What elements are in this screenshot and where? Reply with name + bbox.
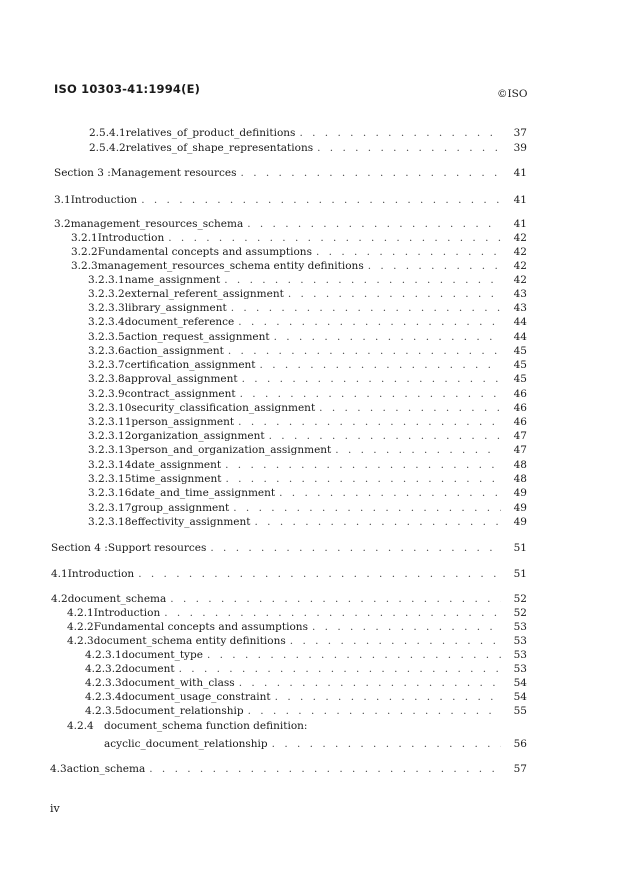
toc-page: 54 (513, 677, 527, 689)
toc-entry-4-2-4-heading[interactable] (67, 719, 307, 733)
toc-page: 49 (513, 516, 527, 528)
toc-number: 4.2.4 (67, 720, 94, 732)
toc-title: relatives_of_shape_representations (125, 142, 314, 154)
page-number: iv (50, 802, 60, 815)
toc-leader (312, 620, 501, 634)
toc-page: 44 (513, 316, 527, 328)
toc-page: 47 (513, 430, 527, 442)
toc-page: 45 (513, 373, 527, 385)
toc-entry-3-2-3-14[interactable] (88, 458, 527, 472)
toc-number: 3.2.3.3 (88, 302, 125, 314)
toc-number: 4.2.3.5 (85, 705, 122, 717)
toc-entry-4-1[interactable] (51, 567, 527, 581)
toc-title: person_assignment (131, 416, 235, 428)
toc-entry-4-2-3-3[interactable] (85, 676, 527, 690)
toc-title: contract_assignment (124, 388, 236, 400)
toc-leader (260, 358, 501, 372)
toc-leader (225, 472, 501, 486)
toc-number: 3.2.2 (71, 246, 98, 258)
toc-number: 2.5.4.2 (89, 142, 126, 154)
toc-number: 3.2.3.10 (88, 402, 132, 414)
toc-title: action_request_assignment (124, 331, 270, 343)
toc-page: 52 (513, 607, 527, 619)
toc-title: document_schema entity definitions (93, 635, 286, 647)
toc-page: 53 (513, 649, 527, 661)
toc-title: external_referent_assignment (124, 288, 284, 300)
toc-leader (275, 690, 501, 704)
toc-page: 47 (513, 444, 527, 456)
toc-leader (239, 676, 501, 690)
toc-leader (179, 662, 501, 676)
toc-number: 3.2.3.7 (88, 359, 125, 371)
toc-entry-3-2-3-3[interactable] (88, 301, 527, 315)
toc-number: 4.2.1 (67, 607, 94, 619)
toc-number: Section 4 : (51, 542, 108, 554)
toc-leader (233, 501, 501, 515)
toc-leader (242, 372, 501, 386)
toc-leader (238, 315, 501, 329)
toc-number: 4.2.3 (67, 635, 94, 647)
toc-leader (168, 231, 501, 245)
toc-entry-3-2-3-1[interactable] (88, 273, 527, 287)
toc-title: security_classification_assignment (131, 402, 316, 414)
toc-entry-4-3[interactable] (50, 762, 527, 776)
toc-entry-4-2-2[interactable] (67, 620, 527, 634)
toc-title: relatives_of_product_definitions (125, 127, 296, 139)
copyright-mark: ©ISO (497, 88, 528, 100)
toc-title: group_assignment (131, 502, 230, 514)
toc-entry-3-2-3-17[interactable] (88, 501, 527, 515)
toc-leader (231, 301, 501, 315)
toc-number: 3.2 (54, 218, 71, 230)
toc-leader (141, 193, 501, 207)
toc-leader (241, 166, 501, 180)
toc-page: 42 (513, 232, 527, 244)
toc-entry-2-5-4-1[interactable] (89, 126, 527, 140)
toc-entry-2-5-4-2[interactable] (89, 141, 527, 155)
toc-number: 4.2.3.1 (85, 649, 122, 661)
toc-title: certification_assignment (124, 359, 256, 371)
toc-entry-4-2-1[interactable] (67, 606, 527, 620)
toc-page: 45 (513, 359, 527, 371)
toc-number: 4.3 (50, 763, 67, 775)
toc-leader (319, 401, 501, 415)
toc-page: 42 (513, 274, 527, 286)
toc-entry-4-2-3-1[interactable] (85, 648, 527, 662)
toc-number: 4.1 (51, 568, 68, 580)
toc-page: 53 (513, 635, 527, 647)
toc-title: document_reference (124, 316, 235, 328)
toc-page: 41 (513, 218, 527, 230)
toc-page: 54 (513, 691, 527, 703)
toc-title: document (121, 663, 175, 675)
toc-leader (224, 273, 501, 287)
toc-page: 49 (513, 502, 527, 514)
toc-entry-3-2-3-4[interactable] (88, 315, 527, 329)
toc-title: action_assignment (124, 345, 224, 357)
toc-page: 46 (513, 388, 527, 400)
toc-number: 4.2 (51, 593, 68, 605)
toc-title: Introduction (93, 607, 161, 619)
toc-number: 3.2.3.6 (88, 345, 125, 357)
toc-page: 37 (513, 127, 527, 139)
toc-leader (247, 217, 501, 231)
toc-leader (335, 443, 501, 457)
toc-title: date_assignment (131, 459, 222, 471)
toc-title: action_schema (66, 763, 146, 775)
toc-leader (240, 387, 501, 401)
toc-entry-3-2-3-8[interactable] (88, 372, 527, 386)
toc-entry-3-2-3-5[interactable] (88, 330, 527, 344)
toc-entry-3-2-3-11[interactable] (88, 415, 527, 429)
toc-page: 41 (513, 194, 527, 206)
toc-number: 4.2.3.3 (85, 677, 122, 689)
toc-page: 43 (513, 288, 527, 300)
toc-number: 3.2.3.14 (88, 459, 132, 471)
toc-title: library_assignment (124, 302, 227, 314)
toc-page: 43 (513, 302, 527, 314)
toc-title: name_assignment (124, 274, 221, 286)
toc-leader (316, 245, 501, 259)
toc-title: person_and_organization_assignment (131, 444, 332, 456)
toc-page: 48 (513, 459, 527, 471)
toc-page: 53 (513, 621, 527, 633)
toc-number: 3.2.3.8 (88, 373, 125, 385)
toc-page: 42 (513, 246, 527, 258)
toc-number: 3.2.1 (71, 232, 98, 244)
toc-entry-3-2-3-13[interactable] (88, 443, 527, 457)
toc-number: 3.2.3.1 (88, 274, 125, 286)
toc-leader (170, 592, 501, 606)
toc-leader (228, 344, 501, 358)
toc-title: document_schema (67, 593, 167, 605)
toc-page: 51 (513, 568, 527, 580)
toc-entry-3-2-3-2[interactable] (88, 287, 527, 301)
toc-leader (290, 634, 501, 648)
document-standard-id: ISO 10303-41:1994(E) (54, 82, 201, 96)
toc-title-continuation: acyclic_document_relationship (104, 738, 268, 750)
toc-entry-3-2-3-16[interactable] (88, 486, 527, 500)
toc-number: 3.2.3.12 (88, 430, 132, 442)
toc-title: organization_assignment (131, 430, 265, 442)
toc-leader (138, 567, 501, 581)
toc-page: 53 (513, 663, 527, 675)
toc-entry-4-2-3-4[interactable] (85, 690, 527, 704)
toc-leader (274, 330, 501, 344)
toc-number: 2.5.4.1 (89, 127, 126, 139)
toc-entry-3-2-1[interactable] (71, 231, 527, 245)
toc-entry-4-2-3-2[interactable] (85, 662, 527, 676)
toc-number: 4.2.3.2 (85, 663, 122, 675)
toc-leader (317, 141, 501, 155)
toc-page: 46 (513, 402, 527, 414)
toc-leader (255, 515, 502, 529)
toc-number: 3.2.3.9 (88, 388, 125, 400)
toc-entry-4-2-3-5[interactable] (85, 704, 527, 718)
toc-number: 3.2.3.11 (88, 416, 132, 428)
toc-entry-section-3[interactable] (54, 166, 527, 180)
toc-entry-3-2-2[interactable] (71, 245, 527, 259)
toc-entry-3-2-3[interactable] (71, 259, 527, 273)
toc-page: 46 (513, 416, 527, 428)
toc-title: Introduction (70, 194, 138, 206)
toc-page: 51 (513, 542, 527, 554)
toc-entry-4-2[interactable] (51, 592, 527, 606)
toc-title: Fundamental concepts and assumptions (93, 621, 308, 633)
toc-title: time_assignment (131, 473, 222, 485)
toc-title: Introduction (97, 232, 165, 244)
toc-number: 3.2.3.15 (88, 473, 132, 485)
toc-leader (269, 429, 501, 443)
toc-title: document_schema function definition: (104, 720, 308, 732)
toc-title: Introduction (67, 568, 135, 580)
toc-entry-3-1[interactable] (54, 193, 527, 207)
toc-title: Support resources (107, 542, 207, 554)
toc-title: approval_assignment (124, 373, 238, 385)
toc-page: 55 (513, 705, 527, 717)
toc-number: 3.2.3 (71, 260, 98, 272)
toc-entry-3-2-3-6[interactable] (88, 344, 527, 358)
toc-page: 39 (513, 142, 527, 154)
toc-title: management_resources_schema entity definitions (97, 260, 364, 272)
toc-number: 4.2.3.4 (85, 691, 122, 703)
toc-leader (238, 415, 501, 429)
toc-number: 3.2.3.2 (88, 288, 125, 300)
toc-page: 49 (513, 487, 527, 499)
toc-leader (279, 486, 501, 500)
toc-page: 56 (513, 738, 527, 750)
toc-number: 3.2.3.17 (88, 502, 132, 514)
toc-title: date_and_time_assignment (131, 487, 276, 499)
toc-entry-3-2-3-18[interactable] (88, 515, 527, 529)
toc-entry-3-2-3-9[interactable] (88, 387, 527, 401)
toc-entry-4-2-3[interactable] (67, 634, 527, 648)
toc-number: 3.2.3.5 (88, 331, 125, 343)
toc-entry-3-2-3-12[interactable] (88, 429, 527, 443)
toc-entry-3-2-3-15[interactable] (88, 472, 527, 486)
toc-number: 3.2.3.4 (88, 316, 125, 328)
toc-page: 41 (513, 167, 527, 179)
toc-leader (272, 737, 501, 751)
toc-entry-3-2[interactable] (54, 217, 527, 231)
toc-title: document_type (121, 649, 203, 661)
toc-leader (210, 541, 501, 555)
toc-title: document_usage_constraint (121, 691, 271, 703)
toc-page: 52 (513, 593, 527, 605)
toc-title: management_resources_schema (70, 218, 244, 230)
toc-leader (299, 126, 501, 140)
toc-number: 3.2.3.18 (88, 516, 132, 528)
toc-number: 3.1 (54, 194, 71, 206)
toc-page: 42 (513, 260, 527, 272)
toc-leader (164, 606, 501, 620)
toc-number: Section 3 : (54, 167, 111, 179)
toc-page: 57 (513, 763, 527, 775)
toc-leader (149, 762, 501, 776)
toc-entry-3-2-3-10[interactable] (88, 401, 527, 415)
toc-leader (288, 287, 501, 301)
toc-title: Fundamental concepts and assumptions (97, 246, 312, 258)
toc-number: 3.2.3.16 (88, 487, 132, 499)
toc-page: 44 (513, 331, 527, 343)
toc-leader (368, 259, 501, 273)
toc-title: document_with_class (121, 677, 235, 689)
toc-entry-3-2-3-7[interactable] (88, 358, 527, 372)
toc-leader (248, 704, 501, 718)
toc-leader (207, 648, 501, 662)
toc-leader (225, 458, 501, 472)
toc-title: Management resources (110, 167, 237, 179)
toc-number: 4.2.2 (67, 621, 94, 633)
toc-page: 48 (513, 473, 527, 485)
toc-number: 3.2.3.13 (88, 444, 132, 456)
toc-page: 45 (513, 345, 527, 357)
toc-entry-section-4[interactable] (51, 541, 527, 555)
toc-title: effectivity_assignment (131, 516, 251, 528)
toc-title: document_relationship (121, 705, 244, 717)
toc-entry-4-2-4[interactable] (104, 737, 527, 751)
